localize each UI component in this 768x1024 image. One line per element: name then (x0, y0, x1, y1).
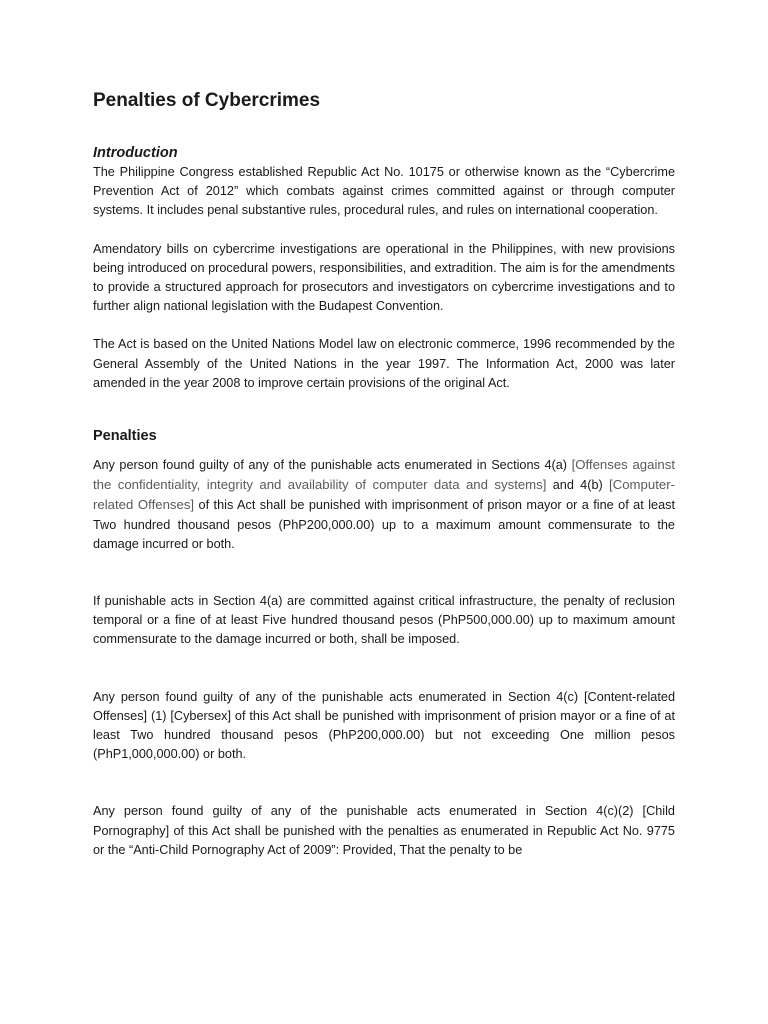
page-title: Penalties of Cybercrimes (93, 90, 321, 111)
penalties-paragraph-4: Any person found guilty of any of the punishable acts enumerated in Section 4(c)(2) [Child Pornography] of this Act shall be punished with the penalties as enumerated in Republic Act No. 9775 or the “Anti-Child Pornography Act of 2009”: Provided, That the penalty to be (93, 804, 675, 857)
penalties-paragraph-3: Any person found guilty of any of the punishable acts enumerated in Section 4(c) [Content-related Offenses] (1) [Cybersex] of this Act shall be punished with imprisonment of prision mayor or a fine of at least Two hundred thousand pesos (PhP200,000.00) but not exceeding One million pesos (PhP1,000,000.00) or both. (93, 689, 675, 762)
penalties-p1-bracket-1: [Offenses against the confidentiality, integrity and availability of computer data and systems] (93, 457, 676, 493)
penalties-p1-bracket-2: [Computer-related Offenses] (93, 477, 675, 513)
introduction-heading: Introduction (93, 145, 178, 161)
penalties-paragraph-1 (93, 455, 675, 554)
intro-paragraph-2: Amendatory bills on cybercrime investigations are operational in the Philippines, with new provisions being introduced on procedural powers, responsibilities, and extradition. The aim is for the amendments to provide a structured approach for prosecutors and investigators on cybercrime investigations and to further align national legislation with the Budapest Convention. (93, 241, 675, 314)
penalties-paragraph-2: If punishable acts in Section 4(a) are committed against critical infrastructure, the penalty of reclusion temporal or a fine of at least Five hundred thousand pesos (PhP500,000.00) up to maximum amount commensurate to the damage incurred or both, shall be imposed. (93, 594, 675, 647)
penalties-p1-text-1: Any person found guilty of any of the punishable acts enumerated in Sections 4(a) (93, 458, 572, 473)
document-body (93, 88, 675, 860)
penalties-heading: Penalties (93, 428, 157, 445)
intro-paragraph-3: The Act is based on the United Nations Model law on electronic commerce, 1996 recommended by the General Assembly of the United Nations in the year 1997. The Information Act, 2000 was later amended in the year 2008 to improve certain provisions of the original Act. (93, 337, 675, 390)
intro-paragraph-1: The Philippine Congress established Republic Act No. 10175 or otherwise known as the “Cybercrime Prevention Act of 2012” which combats against crimes committed against or through computer systems. It includes penal substantive rules, procedural rules, and rules on international cooperation. (93, 165, 675, 218)
penalties-p1-text-2: and 4(b) (546, 478, 610, 493)
penalties-p1-text-3: of this Act shall be punished with imprisonment of prison mayor or a fine of at least Two hundred thousand pesos (PhP200,000.00) up to a maximum amount commensurate to the damage incurred or both. (93, 498, 676, 551)
